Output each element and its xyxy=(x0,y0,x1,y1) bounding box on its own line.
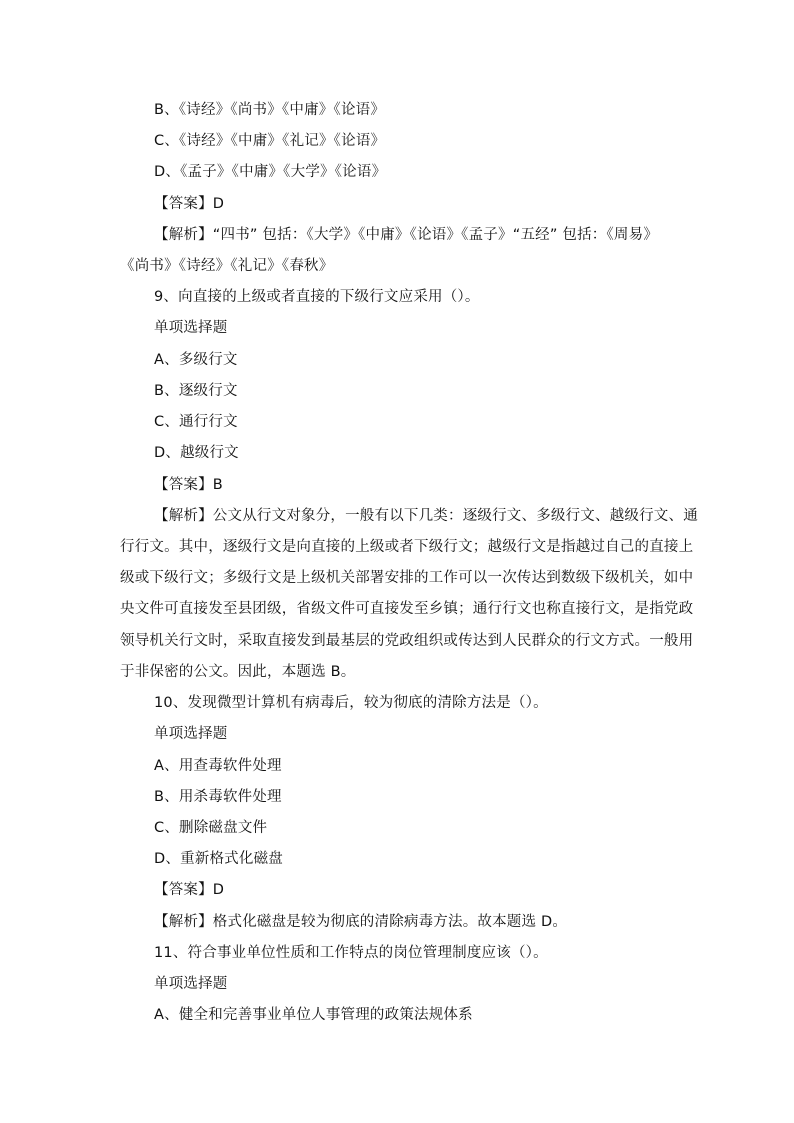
explanation-continued: 《尚书》《诗经》《礼记》《春秋》 xyxy=(120,258,334,274)
option-b: B、用杀毒软件处理 xyxy=(154,789,282,805)
explanation: 【解析】“四书” 包括：《大学》《中庸》《论语》《孟子》“五经” 包括：《周易》 xyxy=(154,227,659,243)
option-a: A、多级行文 xyxy=(154,352,238,368)
answer: 【答案】D xyxy=(154,882,225,898)
option-a: A、健全和完善事业单位人事管理的政策法规体系 xyxy=(154,1007,473,1023)
explanation-continued: 央文件可直接发至县团级，省级文件可直接发至乡镇；通行行文也称直接行文，是指党政 xyxy=(120,601,694,617)
question-type: 单项选择题 xyxy=(154,320,228,336)
option-c: C、删除磁盘文件 xyxy=(154,820,268,836)
question-type: 单项选择题 xyxy=(154,726,228,742)
explanation: 【解析】格式化磁盘是较为彻底的清除病毒方法。故本题选 D。 xyxy=(154,914,568,930)
option-d: D、重新格式化磁盘 xyxy=(154,851,283,867)
option-c: C、《诗经》《中庸》《礼记》《论语》 xyxy=(154,133,386,149)
option-b: B、逐级行文 xyxy=(154,383,238,399)
explanation: 【解析】公文从行文对象分，一般有以下几类：逐级行文、多级行文、越级行文、通 xyxy=(154,508,698,524)
answer: 【答案】D xyxy=(154,196,225,212)
question-11: 11、符合事业单位性质和工作特点的岗位管理制度应该（）。 xyxy=(154,945,548,961)
option-a: A、用查毒软件处理 xyxy=(154,758,282,774)
answer: 【答案】B xyxy=(154,477,223,493)
explanation-continued: 级或下级行文；多级行文是上级机关部署安排的工作可以一次传达到数级下级机关，如中 xyxy=(120,570,694,586)
question-9: 9、向直接的上级或者直接的下级行文应采用（）。 xyxy=(154,289,480,305)
option-d: D、《孟子》《中庸》《大学》《论语》 xyxy=(154,164,387,180)
option-c: C、通行行文 xyxy=(154,414,238,430)
explanation-continued: 于非保密的公文。因此，本题选 B。 xyxy=(120,664,356,680)
option-d: D、越级行文 xyxy=(154,445,239,461)
option-b: B、《诗经》《尚书》《中庸》《论语》 xyxy=(154,102,386,118)
explanation-continued: 行行文。其中，逐级行文是向直接的上级或者下级行文；越级行文是指越过自己的直接上 xyxy=(120,539,694,555)
explanation-continued: 领导机关行文时，采取直接发到最基层的党政组织或传达到人民群众的行文方式。一般用 xyxy=(120,633,694,649)
question-type: 单项选择题 xyxy=(154,976,228,992)
question-10: 10、发现微型计算机有病毒后，较为彻底的清除方法是（）。 xyxy=(154,695,548,711)
